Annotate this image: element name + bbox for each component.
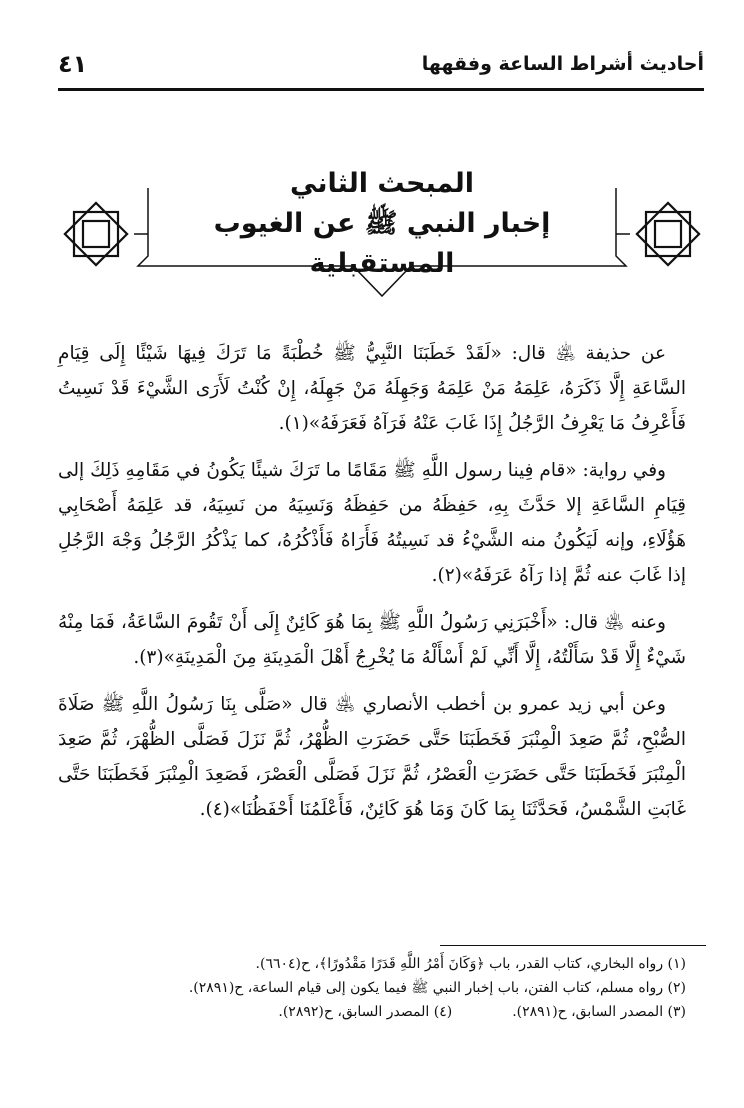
paragraph: وعن أبي زيد عمرو بن أخطب الأنصاري ﵁ قال «صَلَّى بِنَا رَسُولُ اللَّهِ ﷺ صَلَاةَ الصُّبْحِ، ثُمَّ صَعِدَ الْمِنْبَرَ فَخَطَبَنَا حَتَّى حَضَرَتِ الظُّهْرُ، ثُمَّ نَزَلَ فَصَلَّى الظُّهْرَ، ثُمَّ صَعِدَ الْمِنْبَرَ فَخَطَبَنَا حَتَّى حَضَرَتِ الْعَصْرُ، ثُمَّ نَزَلَ فَصَلَّى الْعَصْرَ، فَصَعِدَ الْمِنْبَرَ فَخَطَبَنَا حَتَّى غَابَتِ الشَّمْسُ، فَحَدَّثَنَا بِمَا كَانَ وَمَا هُوَ كَائِنٌ، فَأَعْلَمُنَا أَحْفَظُنَا»(٤). [58,694,686,820]
section-subtitle: إخبار النبي ﷺ عن الغيوب المستقبلية [213,208,551,279]
footnote-row [58,1000,686,1024]
footnote-4: (٤) المصدر السابق، ح(٢٨٩٢). [278,1004,453,1020]
section-heading [168,164,596,284]
book-title: أحاديث أشراط الساعة وفقهها [421,53,704,75]
footnotes [58,952,686,1024]
footnote-1: (١) رواه البخاري، كتاب القدر، باب ﴿وَكَانَ أَمْرُ اللَّهِ قَدَرًا مَقْدُورًا﴾، ح(٦٦٠٤). [255,956,686,972]
body-text [58,336,686,839]
footnote-2: (٢) رواه مسلم، كتاب الفتن، باب إخبار النبي ﷺ فيما يكون إلى قيام الساعة، ح(٢٨٩١). [188,980,686,996]
section-banner [58,158,706,308]
footnote-3: (٣) المصدر السابق، ح(٢٨٩١). [512,1004,686,1020]
paragraph: وفي رواية: «قام فِينا رسول اللَّهِ ﷺ مَقَامًا ما تَرَكَ شيئًا يَكُونُ في مَقَامِهِ ذَلِكَ إلى قِيَامِ السَّاعَةِ إلا حَدَّثَ بِهِ، حَفِظَهُ من حَفِظَهُ وَنَسِيَهُ من نَسِيَهُ، قد عَلِمَهُ أَصْحَابِي هَؤُلَاءِ، وإنه لَيَكُونُ منه الشَّيْءُ قد نَسِيتُهُ فَأَرَاهُ فَأَذْكُرُهُ، كما يَذْكُرُ الرَّجُلُ وَجْهَ الرَّجُلِ إذا غَابَ عنه ثُمَّ إذا رَآهُ عَرَفَهُ»(٢). [58,460,686,586]
star-ornament-left-icon [58,196,134,272]
paragraph: عن حذيفة ﵁ قال: «لَقَدْ خَطَبَنَا النَّبِيُّ ﷺ خُطْبَةً مَا تَرَكَ فِيهَا شَيْئًا إِلَى قِيَامِ السَّاعَةِ إِلَّا ذَكَرَهُ، عَلِمَهُ مَنْ عَلِمَهُ وَجَهِلَهُ مَنْ جَهِلَهُ، إِنْ كُنْتُ لَأَرَى الشَّيْءَ قَدْ نَسِيتُ فَأَعْرِفُ مَا يَعْرِفُ الرَّجُلُ إِذَا غَابَ عَنْهُ فَرَآهُ فَعَرَفَهُ»(١). [58,343,686,434]
footnote-divider [440,945,706,946]
page-header [58,40,704,91]
page-number: ٤١ [58,50,88,78]
paragraph: وعنه ﵁ قال: «أَخْبَرَنِي رَسُولُ اللَّهِ ﷺ بِمَا هُوَ كَائِنٌ إِلَى أَنْ تَقُومَ السَّاعَةُ، فَمَا مِنْهُ شَيْءٌ إِلَّا قَدْ سَأَلْتُهُ، إِلَّا أَنِّي لَمْ أَسْأَلْهُ مَا يُخْرِجُ أَهْلَ الْمَدِينَةِ مِنَ الْمَدِينَةِ»(٣). [58,612,686,668]
star-ornament-right-icon [630,196,706,272]
section-title: المبحث الثاني [290,168,474,199]
